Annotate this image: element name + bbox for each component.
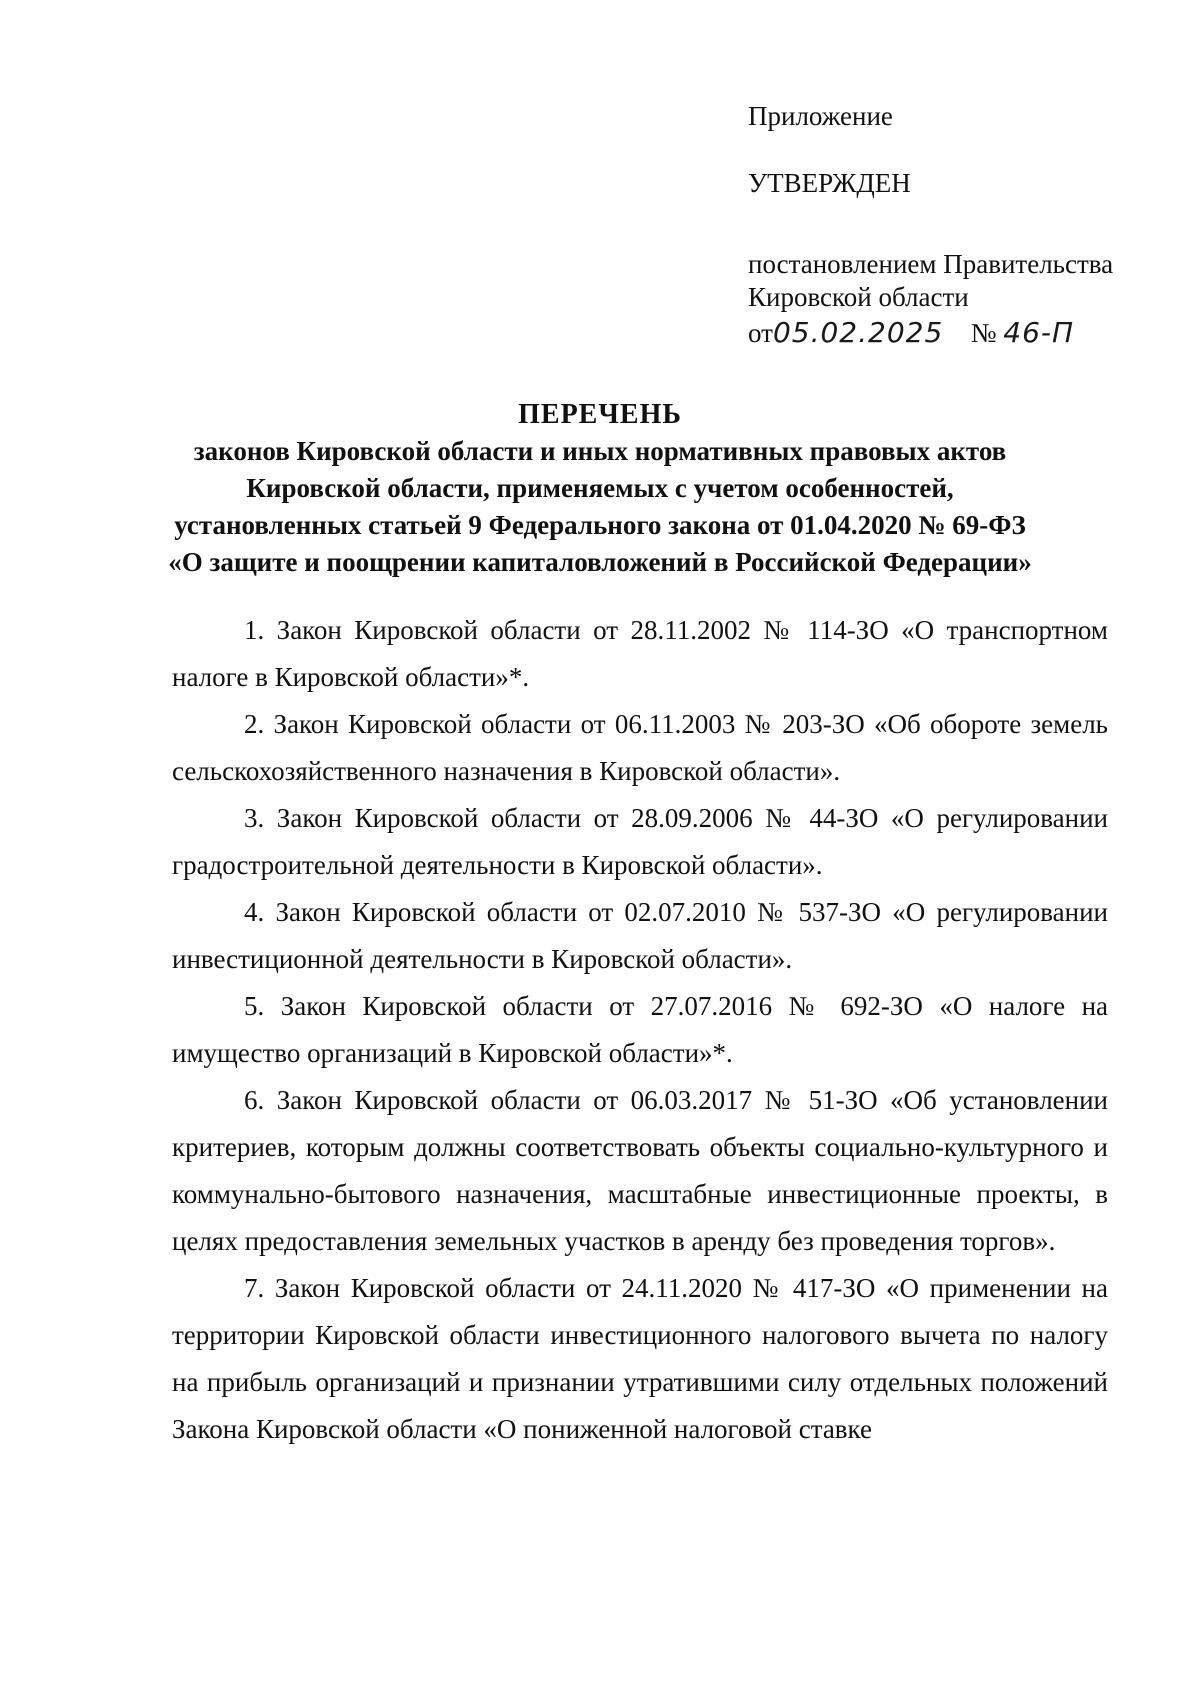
law-item-2: 2. Закон Кировской области от 06.11.2003 № 203-ЗО «Об обороте земель сельскохозяйственного назначения в Кировской области». [172, 709, 1108, 786]
law-item-5: 5. Закон Кировской области от 27.07.2016 № 692-ЗО «О налоге на имущество организаций в Кировской области»*. [172, 991, 1108, 1068]
law-list [172, 607, 1108, 1453]
document-title [100, 396, 1100, 581]
law-item-6: 6. Закон Кировской области от 06.03.2017 № 51-ЗО «Об установлении критериев, которым должны соответствовать объекты социально-культурного и коммунально-бытового назначения, масштабные инвестиционные проекты, в целях предоставления земельных участков в аренду без проведения торгов». [172, 1085, 1108, 1256]
title-heading: ПЕРЕЧЕНЬ [518, 399, 682, 430]
law-item-4: 4. Закон Кировской области от 02.07.2010 № 537-ЗО «О регулировании инвестиционной деятельности в Кировской области». [172, 897, 1108, 974]
appendix-label: Приложение [748, 101, 893, 131]
title-line-1: законов Кировской области и иных нормативных правовых актов [193, 436, 1007, 466]
law-item-3: 3. Закон Кировской области от 28.09.2006 № 44-ЗО «О регулировании градостроительной деятельности в Кировской области». [172, 803, 1108, 880]
handwritten-date: 05.02.2025 [772, 316, 944, 349]
title-line-4: «О защите и поощрении капиталовложений в Российской Федерации» [168, 547, 1032, 577]
approval-block [748, 100, 1168, 351]
resolution-line-1: постановлением Правительства [748, 248, 1114, 279]
title-line-3: установленных статьей 9 Федерального закона от 01.04.2020 № 69-ФЗ [174, 510, 1026, 540]
approved-label: УТВЕРЖДЕН [748, 167, 911, 198]
date-number-line [748, 315, 1168, 351]
law-item-1: 1. Закон Кировской области от 28.11.2002 № 114-ЗО «О транспортном налоге в Кировской области»*. [172, 615, 1108, 692]
law-item-7: 7. Закон Кировской области от 24.11.2020 № 417-ЗО «О применении на территории Кировской области инвестиционного налогового вычета по налогу на прибыль организаций и признании утратившими силу отдельных положений Закона Кировской области «О пониженной налоговой ставке [172, 1273, 1108, 1444]
handwritten-number: 46-П [1003, 316, 1075, 349]
title-line-2: Кировской области, применяемых с учетом особенностей, [246, 473, 954, 503]
resolution-line-2: Кировской области [748, 282, 969, 313]
date-prefix: от [748, 318, 773, 348]
number-prefix: № [970, 318, 997, 348]
